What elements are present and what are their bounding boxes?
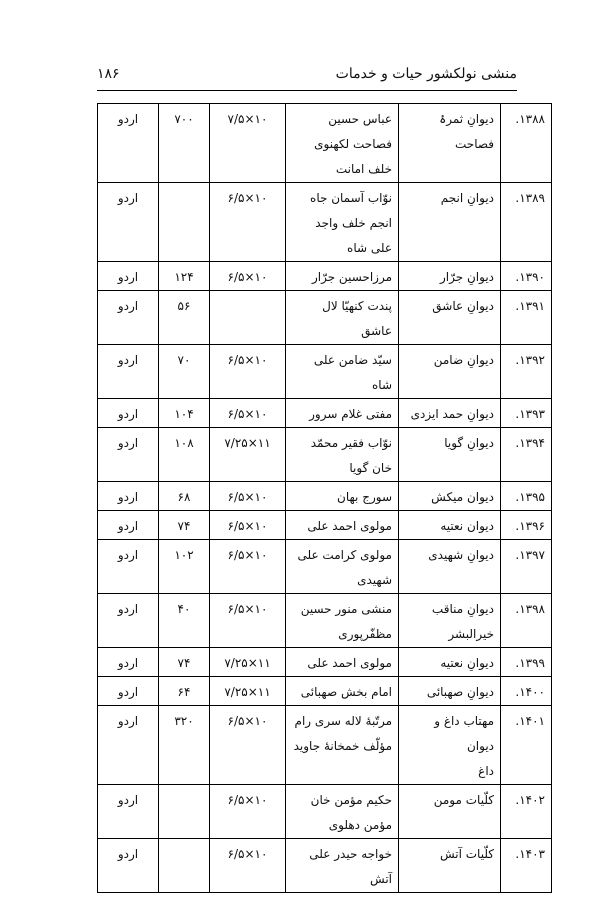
page-count-cell: ۱۰۴ <box>159 399 210 428</box>
entry-number-cell: ۱۳۹۲. <box>501 345 552 399</box>
table-row <box>98 291 552 345</box>
table-row <box>98 399 552 428</box>
page-count-cell: ۴۰ <box>159 594 210 648</box>
entry-number-cell: ۱۳۸۹. <box>501 183 552 262</box>
entry-number-cell: ۱۳۹۵. <box>501 482 552 511</box>
table-row <box>98 511 552 540</box>
page-count-cell <box>159 183 210 262</box>
page-size-cell: ۱۱×۷/۲۵ <box>210 428 286 482</box>
language-cell: اردو <box>98 104 159 183</box>
entry-number-cell: ۱۳۹۹. <box>501 648 552 677</box>
language-cell: اردو <box>98 428 159 482</box>
page-size-cell: ۱۰×۶/۵ <box>210 183 286 262</box>
book-title-cell: دیوانِ جرّار <box>399 262 501 291</box>
page-size-cell: ۱۰×۶/۵ <box>210 262 286 291</box>
book-title-cell: دیوانِ حمد ایزدی <box>399 399 501 428</box>
entry-number-cell: ۱۴۰۲. <box>501 785 552 839</box>
page-count-cell: ۶۸ <box>159 482 210 511</box>
page-count-cell: ۱۰۸ <box>159 428 210 482</box>
page-size-cell: ۱۰×۶/۵ <box>210 345 286 399</box>
entry-number-cell: ۱۴۰۰. <box>501 677 552 706</box>
author-name-cell: نوّاب فقیر محمّد خان گویا <box>286 428 399 482</box>
language-cell: اردو <box>98 785 159 839</box>
author-name-cell: مرتّبهٔ لاله سری رام مؤلّف خمخانهٔ جاوید <box>286 706 399 785</box>
author-name-cell: مولوی احمد علی <box>286 511 399 540</box>
page-size-cell <box>210 291 286 345</box>
language-cell: اردو <box>98 511 159 540</box>
table-row <box>98 594 552 648</box>
entry-number-cell: ۱۳۸۸. <box>501 104 552 183</box>
entry-number-cell: ۱۳۹۳. <box>501 399 552 428</box>
page-count-cell: ۷۴ <box>159 511 210 540</box>
book-title-cell: دیوانِ ثمرۂ فصاحت <box>399 104 501 183</box>
page-size-cell: ۱۰×۶/۵ <box>210 785 286 839</box>
page-size-cell: ۱۰×۷/۵ <box>210 104 286 183</box>
author-name-cell: مولوی کرامت علی شهیدی <box>286 540 399 594</box>
entry-number-cell: ۱۳۹۱. <box>501 291 552 345</box>
author-name-cell: نوّاب آسمان جاه انجم خلف واجد علی شاه <box>286 183 399 262</box>
book-title-cell: مهتاب داغ و دیوان داغ <box>399 706 501 785</box>
page-size-cell: ۱۰×۶/۵ <box>210 594 286 648</box>
author-name-cell: سورج بهان <box>286 482 399 511</box>
page-count-cell <box>159 785 210 839</box>
page-size-cell: ۱۰×۶/۵ <box>210 839 286 893</box>
language-cell: اردو <box>98 291 159 345</box>
language-cell: اردو <box>98 706 159 785</box>
book-title-cell: دیوان میکش <box>399 482 501 511</box>
language-cell: اردو <box>98 540 159 594</box>
book-title-cell: دیوانِ شهیدی <box>399 540 501 594</box>
book-title-cell: دیوانِ عاشق <box>399 291 501 345</box>
language-cell: اردو <box>98 262 159 291</box>
author-name-cell: مولوی احمد علی <box>286 648 399 677</box>
page-count-cell: ۱۲۴ <box>159 262 210 291</box>
language-cell: اردو <box>98 345 159 399</box>
entry-number-cell: ۱۳۹۴. <box>501 428 552 482</box>
table-row <box>98 648 552 677</box>
language-cell: اردو <box>98 482 159 511</box>
language-cell: اردو <box>98 648 159 677</box>
entry-number-cell: ۱۴۰۱. <box>501 706 552 785</box>
table-row <box>98 262 552 291</box>
page-count-cell: ۷۴ <box>159 648 210 677</box>
page-size-cell: ۱۱×۷/۲۵ <box>210 648 286 677</box>
author-name-cell: مرزاحسین جرّار <box>286 262 399 291</box>
table-row <box>98 183 552 262</box>
page-count-cell: ۳۲۰ <box>159 706 210 785</box>
entry-number-cell: ۱۳۹۰. <box>501 262 552 291</box>
page-count-cell: ۷۰۰ <box>159 104 210 183</box>
table-row <box>98 785 552 839</box>
page-size-cell: ۱۱×۷/۲۵ <box>210 677 286 706</box>
page-count-cell <box>159 839 210 893</box>
author-name-cell: حکیم مؤمن خان مؤمن دهلوی <box>286 785 399 839</box>
author-name-cell: عباس حسین فصاحت لکھنوی خلف امانت <box>286 104 399 183</box>
book-title-cell: دیوان نعتیه <box>399 511 501 540</box>
book-title-cell: دیوانِ صهبائی <box>399 677 501 706</box>
table-row <box>98 428 552 482</box>
table-row <box>98 839 552 893</box>
table-row <box>98 104 552 183</box>
book-title-cell: دیوانِ مناقب خیرالبشر <box>399 594 501 648</box>
entry-number-cell: ۱۳۹۸. <box>501 594 552 648</box>
page-header <box>97 63 517 85</box>
book-title-cell: کلّیات آتش <box>399 839 501 893</box>
page-size-cell: ۱۰×۶/۵ <box>210 482 286 511</box>
catalog-table <box>97 103 552 893</box>
table-row <box>98 706 552 785</box>
author-name-cell: مفتی غلام سرور <box>286 399 399 428</box>
table-row <box>98 540 552 594</box>
page-size-cell: ۱۰×۶/۵ <box>210 540 286 594</box>
page-count-cell: ۵۶ <box>159 291 210 345</box>
page-size-cell: ۱۰×۶/۵ <box>210 399 286 428</box>
author-name-cell: خواجه حیدر علی آتش <box>286 839 399 893</box>
language-cell: اردو <box>98 594 159 648</box>
author-name-cell: پندت کنهیّا لال عاشق <box>286 291 399 345</box>
table-row <box>98 677 552 706</box>
table-row <box>98 482 552 511</box>
book-title-cell: دیوانِ نعتیه <box>399 648 501 677</box>
entry-number-cell: ۱۳۹۷. <box>501 540 552 594</box>
entry-number-cell: ۱۳۹۶. <box>501 511 552 540</box>
page-size-cell: ۱۰×۶/۵ <box>210 511 286 540</box>
book-title-cell: دیوانِ گویا <box>399 428 501 482</box>
page-count-cell: ۱۰۲ <box>159 540 210 594</box>
entry-number-cell: ۱۴۰۳. <box>501 839 552 893</box>
author-name-cell: سیّد ضامن علی شاه <box>286 345 399 399</box>
language-cell: اردو <box>98 839 159 893</box>
page-size-cell: ۱۰×۶/۵ <box>210 706 286 785</box>
author-name-cell: منشی منور حسین مظفّرپوری <box>286 594 399 648</box>
running-title: منشی نولکشور حیات و خدمات <box>335 66 517 82</box>
book-title-cell: کلّیات مومن <box>399 785 501 839</box>
language-cell: اردو <box>98 677 159 706</box>
language-cell: اردو <box>98 183 159 262</box>
language-cell: اردو <box>98 399 159 428</box>
page-count-cell: ۷۰ <box>159 345 210 399</box>
header-rule <box>97 90 517 91</box>
book-title-cell: دیوانِ انجم <box>399 183 501 262</box>
page-count-cell: ۶۴ <box>159 677 210 706</box>
author-name-cell: امام بخش صهبائی <box>286 677 399 706</box>
table-row <box>98 345 552 399</box>
page-number: ۱۸۶ <box>97 66 120 82</box>
book-title-cell: دیوانِ ضامن <box>399 345 501 399</box>
